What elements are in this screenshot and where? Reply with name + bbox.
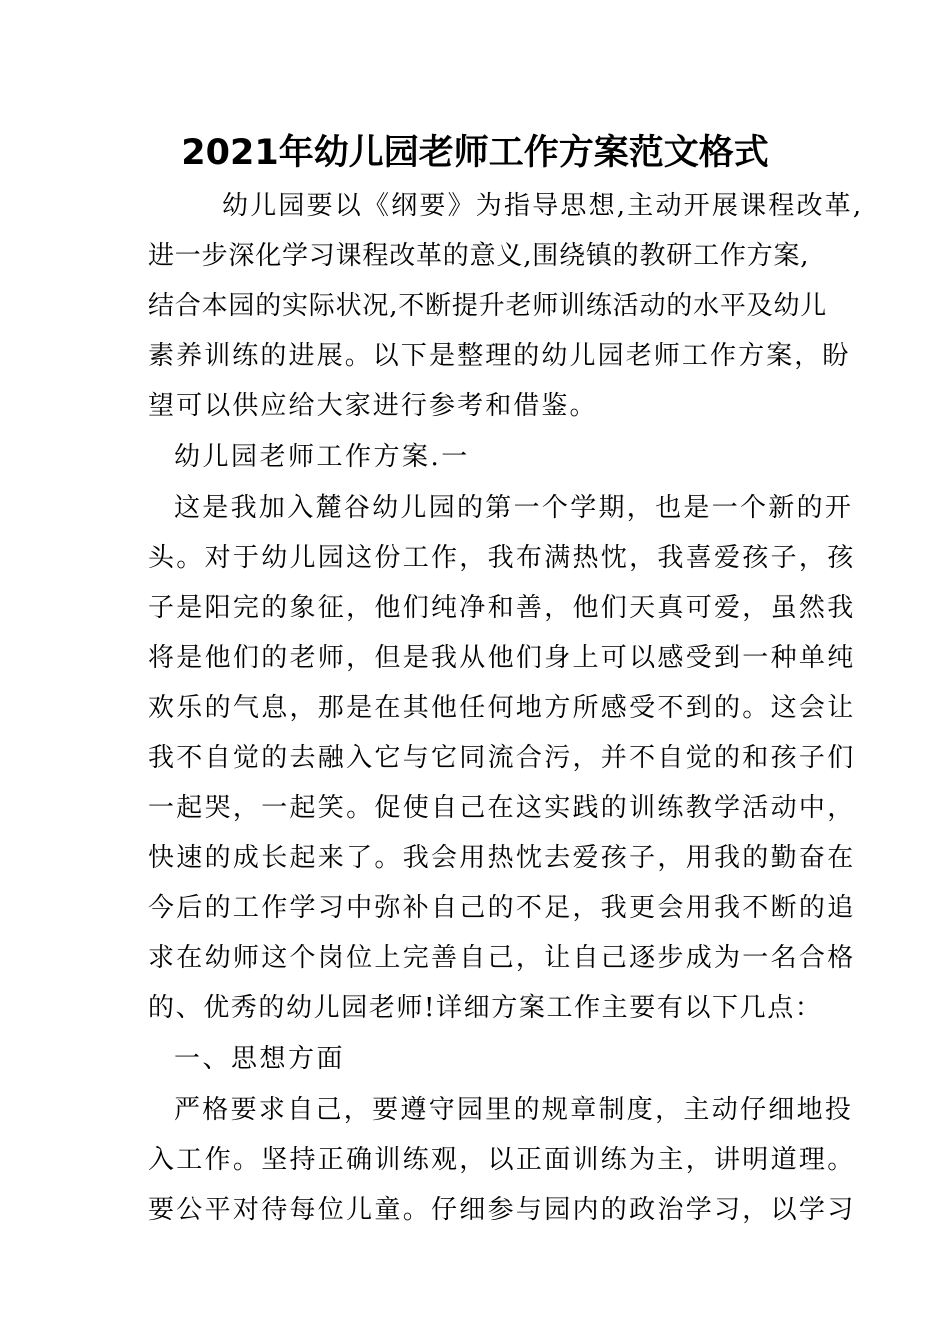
- document-title: 2021年幼儿园老师工作方案范文格式: [181, 133, 769, 173]
- paragraph-line: 将是他们的老师，但是我从他们身上可以感受到一种单纯: [148, 643, 856, 673]
- paragraph-line: 求在幼师这个岗位上完善自己，让自己逐步成为一名合格: [148, 943, 856, 973]
- paragraph-line: 素养训练的进展。以下是整理的幼儿园老师工作方案，盼: [148, 341, 851, 371]
- paragraph-line: 头。对于幼儿园这份工作，我布满热忱，我喜爱孩子，孩: [148, 543, 856, 573]
- paragraph-line: 幼儿园要以《纲要》为指导思想,主动开展课程改革,: [222, 191, 864, 221]
- paragraph-line: 要公平对待每位儿童。仔细参与园内的政治学习，以学习: [148, 1195, 856, 1225]
- section-heading: 一、思想方面: [174, 1044, 346, 1074]
- paragraph-line: 进一步深化学习课程改革的意义,围绕镇的教研工作方案,: [148, 241, 810, 271]
- paragraph-line: 子是阳完的象征，他们纯净和善，他们天真可爱，虽然我: [148, 593, 856, 623]
- paragraph-line: 今后的工作学习中弥补自己的不足，我更会用我不断的追: [148, 893, 856, 923]
- section-heading: 幼儿园老师工作方案.一: [174, 442, 470, 472]
- paragraph-line: 望可以供应给大家进行参考和借鉴。: [148, 391, 598, 421]
- paragraph-line: 入工作。坚持正确训练观，以正面训练为主，讲明道理。: [148, 1145, 856, 1175]
- paragraph-line: 一起哭，一起笑。促使自己在这实践的训练教学活动中，: [148, 793, 856, 823]
- paragraph-line: 结合本园的实际状况,不断提升老师训练活动的水平及幼儿: [148, 291, 828, 321]
- paragraph-line: 快速的成长起来了。我会用热忱去爱孩子，用我的勤奋在: [148, 843, 856, 873]
- paragraph-line: 我不自觉的去融入它与它同流合污，并不自觉的和孩子们: [148, 743, 856, 773]
- paragraph-line: 的、优秀的幼儿园老师!详细方案工作主要有以下几点：: [148, 993, 823, 1023]
- paragraph-line: 欢乐的气息，那是在其他任何地方所感受不到的。这会让: [148, 693, 856, 723]
- paragraph-line: 严格要求自己，要遵守园里的规章制度，主动仔细地投: [174, 1095, 854, 1125]
- paragraph-line: 这是我加入麓谷幼儿园的第一个学期，也是一个新的开: [174, 493, 854, 523]
